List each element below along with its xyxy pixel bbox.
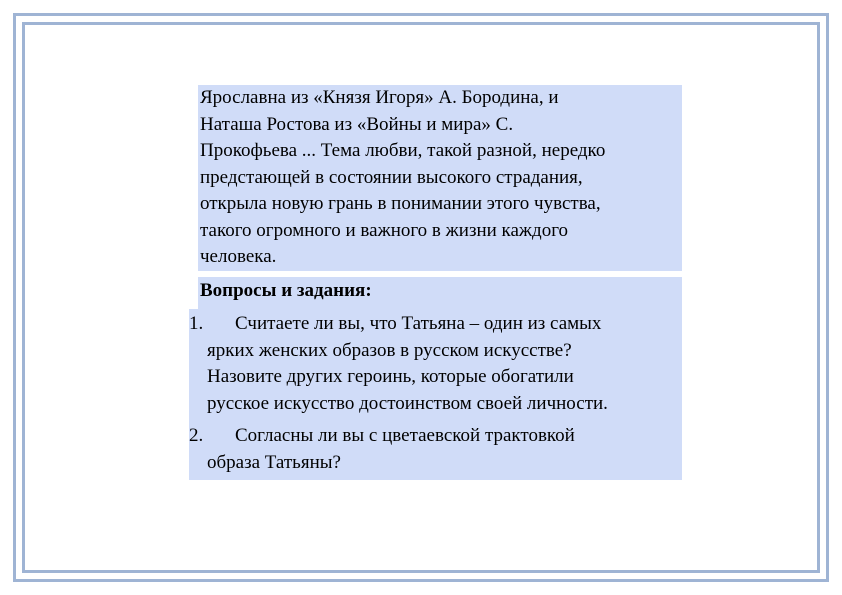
intro-line: Прокофьева ... Тема любви, такой разной, нередко <box>200 140 606 161</box>
intro-line: открыла новую грань в понимании этого чувства, <box>200 193 601 214</box>
question-line: Согласны ли вы с цветаевской трактовкой <box>235 425 575 446</box>
intro-line: такого огромного и важного в жизни каждого <box>200 219 569 241</box>
questions-heading: Вопросы и задания: <box>198 277 682 309</box>
intro-line: человека. <box>200 246 277 267</box>
question-line: Назовите других героинь, которые обогатили <box>207 366 574 387</box>
question-number: 1. <box>189 313 204 334</box>
question-line: Считаете ли вы, что Татьяна – один из самых <box>235 313 602 334</box>
intro-paragraph <box>198 85 682 271</box>
intro-line: Наташа Ростова из «Войны и мира» С. <box>200 113 514 135</box>
question-line: русское искусство достоинством своей личности. <box>207 392 608 414</box>
list-item <box>189 421 682 480</box>
question-number: 2. <box>189 425 204 446</box>
question-line: образа Татьяны? <box>207 451 341 473</box>
list-item <box>189 309 682 421</box>
questions-list <box>189 309 682 480</box>
question-line: ярких женских образов в русском искусстве? <box>207 339 572 361</box>
intro-line: Ярославна из «Князя Игоря» А. Бородина, и <box>200 87 559 108</box>
intro-line: предстающей в состоянии высокого страдания, <box>200 166 583 188</box>
